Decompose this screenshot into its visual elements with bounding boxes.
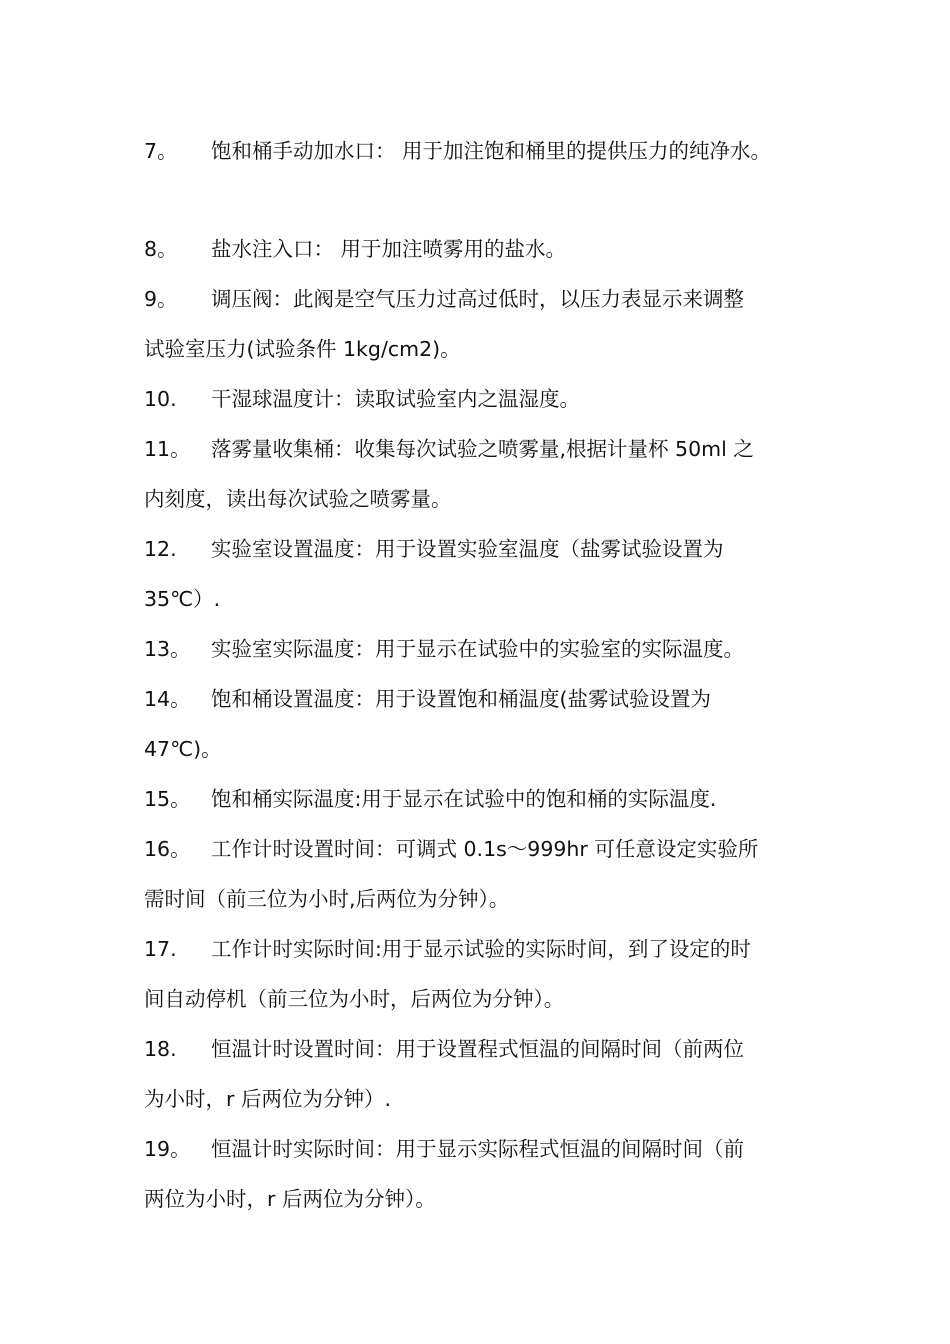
item-continuation: 47℃)。 bbox=[144, 737, 222, 761]
item-number: 19。 bbox=[144, 1137, 191, 1161]
item-line bbox=[144, 524, 824, 574]
item-number: 14。 bbox=[144, 687, 191, 711]
list-item bbox=[144, 1024, 824, 1124]
item-text: 实验室设置温度：用于设置实验室温度（盐雾试验设置为 bbox=[211, 537, 724, 561]
item-text: 恒温计时设置时间：用于设置程式恒温的间隔时间（前两位 bbox=[211, 1037, 744, 1061]
item-line bbox=[144, 1024, 824, 1074]
item-line bbox=[144, 274, 824, 324]
item-line bbox=[144, 774, 824, 824]
item-text: 调压阀：此阀是空气压力过高过低时，以压力表显示来调整 bbox=[211, 287, 744, 311]
item-text: 干湿球温度计：读取试验室内之温湿度。 bbox=[211, 387, 580, 411]
item-number: 12. bbox=[144, 537, 177, 561]
item-continuation: 需时间（前三位为小时,后两位为分钟）。 bbox=[144, 887, 510, 911]
item-continuation: 两位为小时，r 后两位为分钟）。 bbox=[144, 1187, 436, 1211]
item-line bbox=[144, 424, 824, 474]
list-item bbox=[144, 674, 824, 774]
item-number: 16。 bbox=[144, 837, 191, 861]
item-number: 8。 bbox=[144, 237, 178, 261]
item-text: 饱和桶实际温度:用于显示在试验中的饱和桶的实际温度. bbox=[211, 787, 717, 811]
item-text: 落雾量收集桶：收集每次试验之喷雾量,根据计量杯 50ml 之 bbox=[211, 437, 754, 461]
item-text: 工作计时实际时间:用于显示试验的实际时间，到了设定的时 bbox=[211, 937, 751, 961]
item-continuation: 试验室压力(试验条件 1kg/cm2)。 bbox=[144, 337, 461, 361]
item-line bbox=[144, 924, 824, 974]
item-number: 10. bbox=[144, 387, 177, 411]
item-line bbox=[144, 374, 824, 424]
list-item bbox=[144, 374, 824, 424]
list-item bbox=[144, 274, 824, 374]
item-line bbox=[144, 624, 824, 674]
item-number: 18. bbox=[144, 1037, 177, 1061]
list-item bbox=[144, 774, 824, 824]
item-number: 11。 bbox=[144, 437, 191, 461]
item-line bbox=[144, 1124, 824, 1174]
list-item bbox=[144, 1124, 824, 1224]
item-text: 实验室实际温度：用于显示在试验中的实验室的实际温度。 bbox=[211, 637, 744, 661]
list-item bbox=[144, 524, 824, 624]
item-line bbox=[144, 224, 824, 274]
item-text: 饱和桶设置温度：用于设置饱和桶温度(盐雾试验设置为 bbox=[211, 687, 711, 711]
item-text: 工作计时设置时间：可调式 0.1s～999hr 可任意设定实验所 bbox=[211, 837, 759, 861]
item-number: 9。 bbox=[144, 287, 178, 311]
item-continuation: 间自动停机（前三位为小时，后两位为分钟）。 bbox=[144, 987, 565, 1011]
list-item bbox=[144, 824, 824, 924]
list-item bbox=[144, 224, 824, 274]
list-item bbox=[144, 624, 824, 674]
list-item bbox=[144, 924, 824, 1024]
item-number: 7。 bbox=[144, 139, 178, 163]
list-item bbox=[144, 126, 824, 176]
item-text: 饱和桶手动加水口： 用于加注饱和桶里的提供压力的纯净水。 bbox=[211, 139, 772, 163]
item-continuation: 内刻度，读出每次试验之喷雾量。 bbox=[144, 487, 452, 511]
item-text: 盐水注入口： 用于加注喷雾用的盐水。 bbox=[211, 237, 567, 261]
item-continuation: 35℃）. bbox=[144, 587, 221, 611]
list-item bbox=[144, 424, 824, 524]
item-continuation: 为小时，r 后两位为分钟）. bbox=[144, 1087, 391, 1111]
item-number: 13。 bbox=[144, 637, 191, 661]
item-list bbox=[144, 126, 824, 1224]
item-number: 15。 bbox=[144, 787, 191, 811]
item-line bbox=[144, 674, 824, 724]
item-line bbox=[144, 126, 824, 176]
item-line bbox=[144, 824, 824, 874]
item-text: 恒温计时实际时间：用于显示实际程式恒温的间隔时间（前 bbox=[211, 1137, 744, 1161]
item-number: 17. bbox=[144, 937, 177, 961]
